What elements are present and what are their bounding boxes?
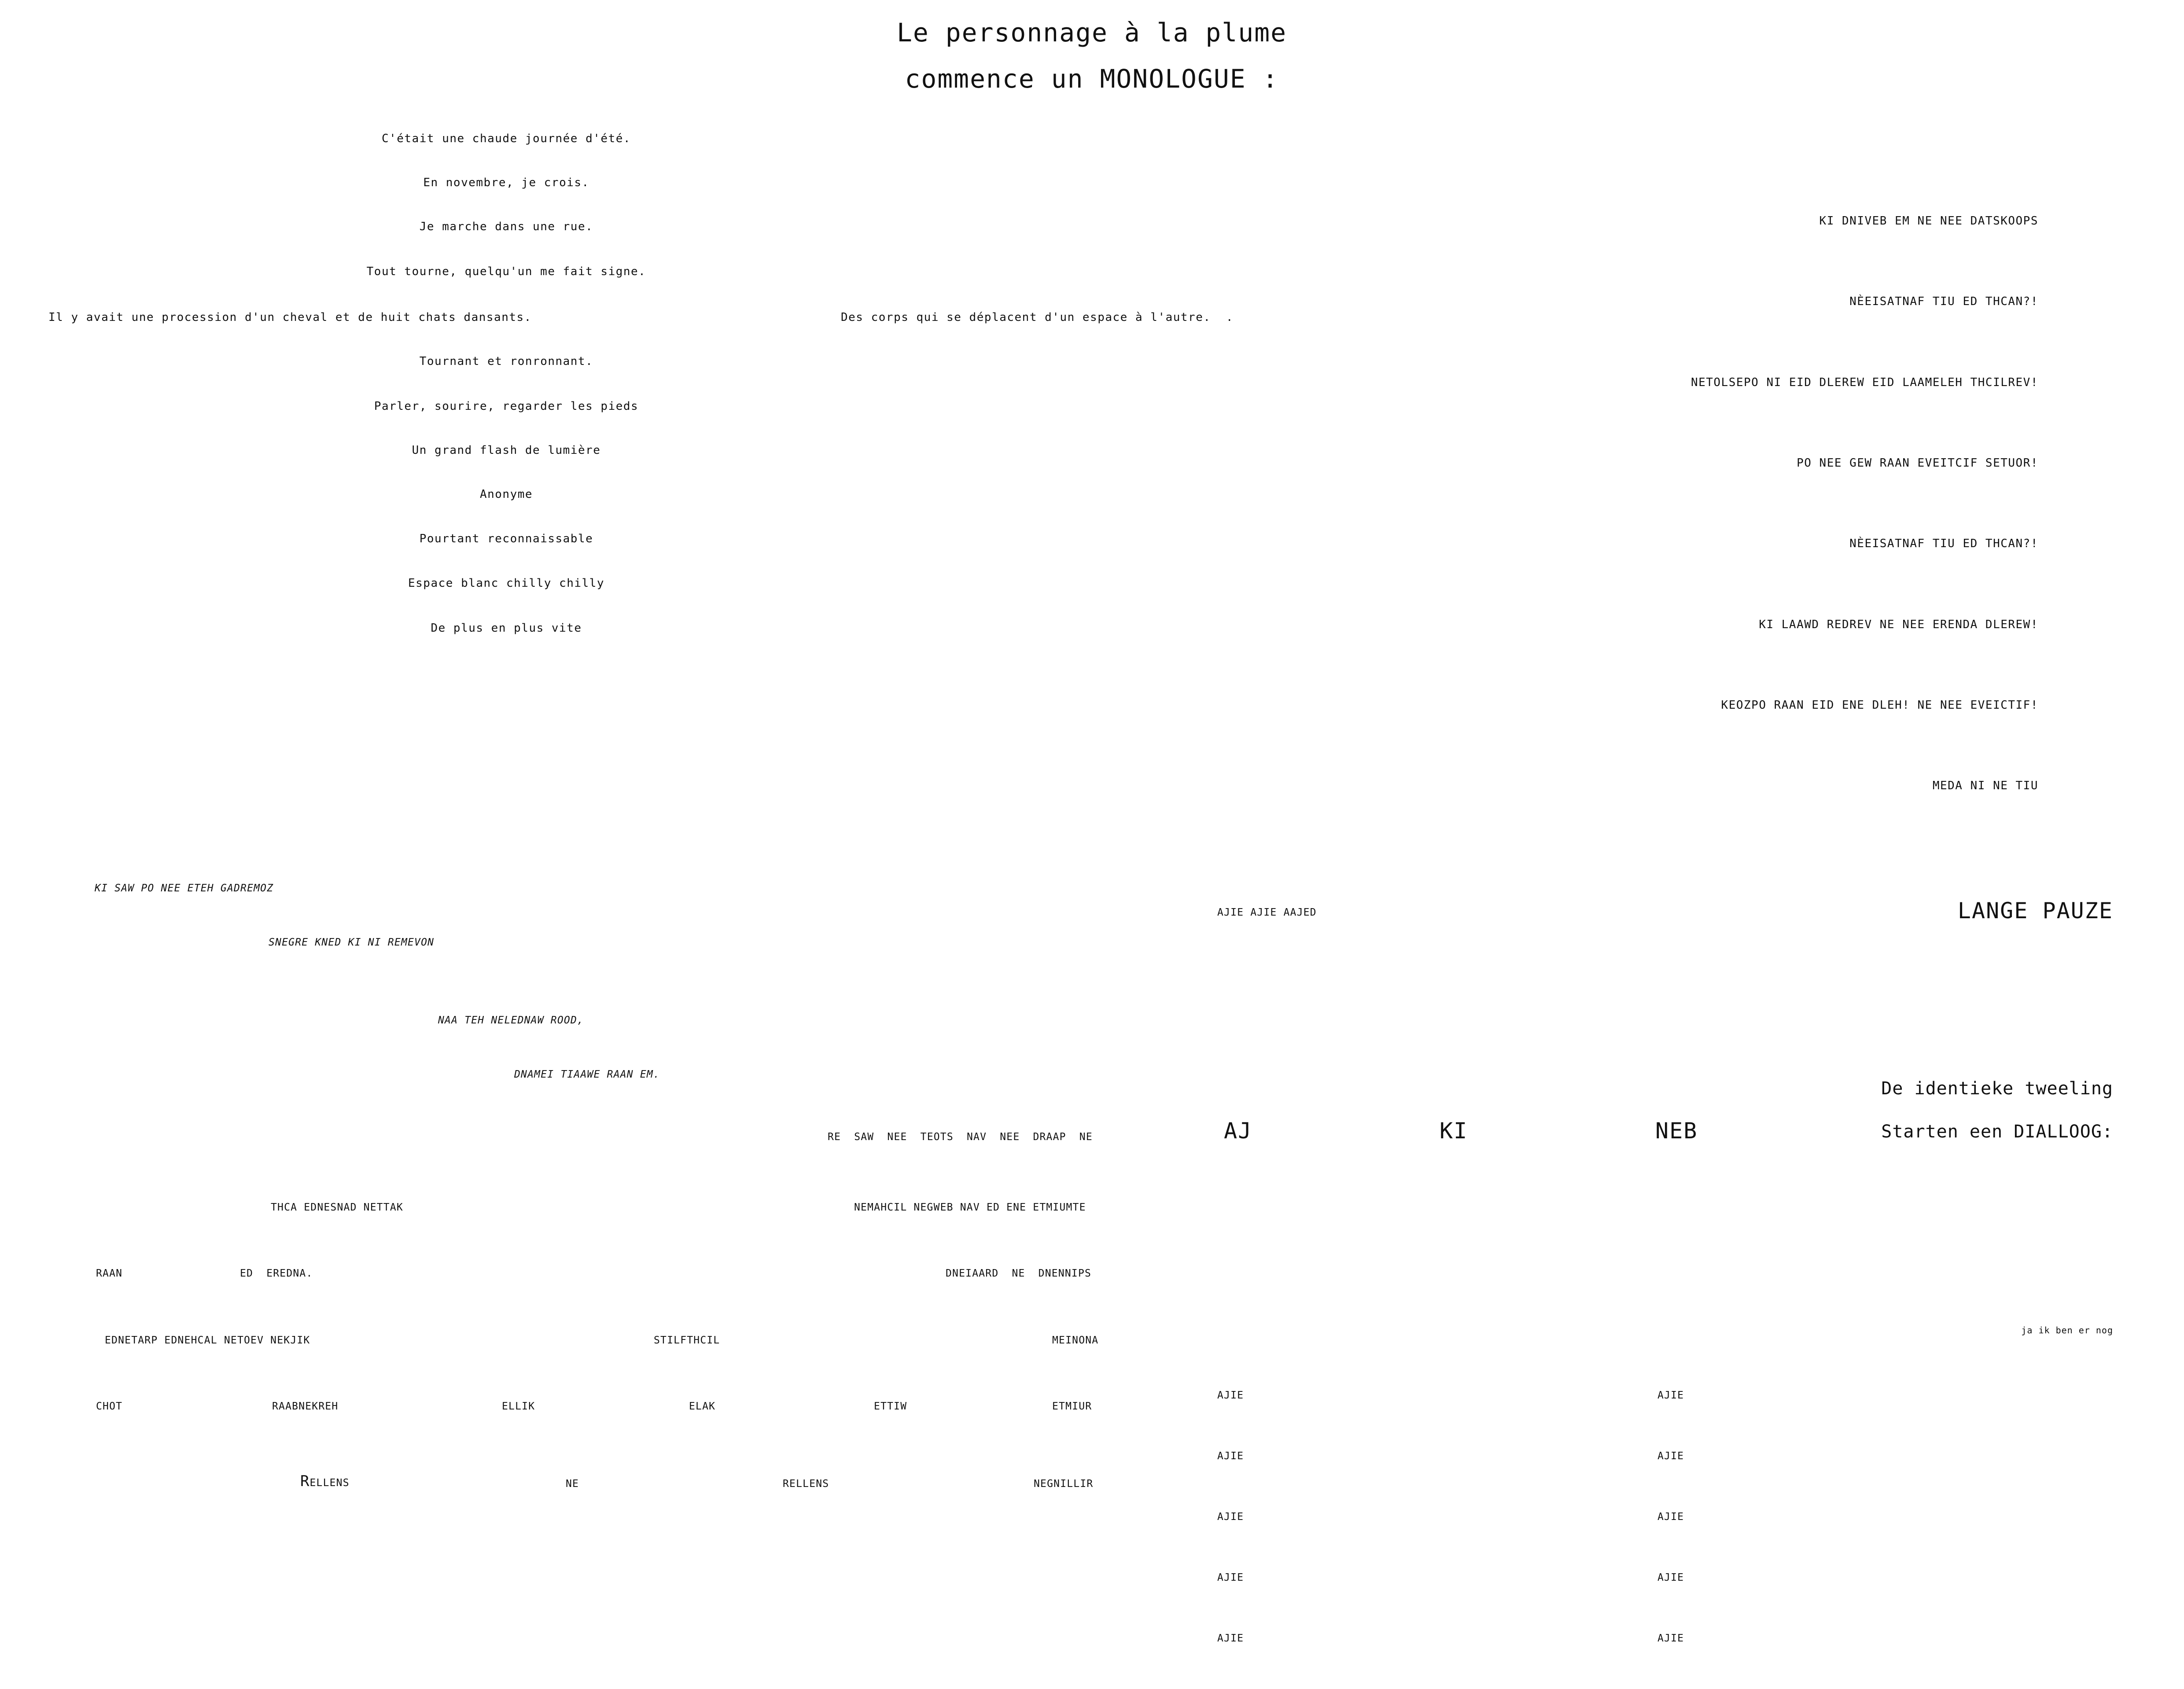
mirror-left-line-8b: RAABNEKREH bbox=[272, 1401, 339, 1412]
mirror-left-line-9b: NE bbox=[566, 1478, 579, 1490]
dialogue-b-line-3: AJIE bbox=[1657, 1511, 1684, 1523]
mirror-left-line-8e: ETTIW bbox=[874, 1401, 907, 1412]
dialogue-b-line-2: AJIE bbox=[1657, 1450, 1684, 1462]
monologue-line-9: Pourtant reconnaissable bbox=[419, 532, 593, 545]
monologue-aside-left: Il y avait une procession d'un cheval et de huit chats dansants. bbox=[48, 311, 532, 324]
mirror-right-line-5: NÈEISATNAF TIU ED THCAN?! bbox=[1849, 537, 2038, 551]
mirror-left-line-8f: ETMIUR bbox=[1052, 1401, 1092, 1412]
mirror-left-line-9c: RELLENS bbox=[783, 1478, 829, 1490]
mirror-left-line-8a: CHOT bbox=[96, 1401, 123, 1412]
monologue-line-3: Je marche dans une rue. bbox=[419, 220, 593, 233]
mirror-left-r-rest: ELLENS bbox=[309, 1477, 350, 1489]
dialogue-b-line-5: AJIE bbox=[1657, 1633, 1684, 1644]
monologue-line-6: Parler, sourire, regarder les pieds bbox=[374, 400, 639, 413]
dialogue-a-line-3: AJIE bbox=[1217, 1511, 1244, 1523]
mirror-left-line-7b: STILFTHCIL bbox=[654, 1335, 720, 1346]
mirror-left-line-6b: ED EREDNA. bbox=[240, 1268, 313, 1279]
dialogue-column-a bbox=[1217, 1345, 1244, 1689]
dialogue-intro-line1: De identieke tweeling bbox=[1881, 1078, 2113, 1099]
speaker-name-aj: AJ bbox=[1224, 1118, 1252, 1144]
dialogue-b-line-1: AJIE bbox=[1657, 1390, 1684, 1401]
mirror-right-block bbox=[1145, 154, 2038, 853]
monologue-line-1: C'était une chaude journée d'été. bbox=[381, 132, 631, 145]
dialogue-a-line-2: AJIE bbox=[1217, 1450, 1244, 1462]
mirror-left-line-8c: ELLIK bbox=[502, 1401, 535, 1412]
mirror-left-line-7a: EDNETARP EDNEHCAL NETOEV NEKJIK bbox=[105, 1335, 310, 1346]
speaker-name-neb: NEB bbox=[1655, 1118, 1698, 1144]
mirror-left-line-9d: NEGNILLIR bbox=[1034, 1478, 1094, 1490]
mirror-left-line-9a bbox=[300, 1472, 350, 1490]
monologue-line-11: De plus en plus vite bbox=[431, 622, 582, 635]
monologue-aside-center: Des corps qui se déplacent d'un espace à l'autre. . bbox=[841, 311, 1234, 324]
page-title-line2: commence un MONOLOGUE : bbox=[905, 64, 1279, 94]
mirror-left-line-4: DNAMEI TIAAWE RAAN EM. bbox=[514, 1069, 660, 1080]
aje-aje-aajed-label: AJIE AJIE AAJED bbox=[1217, 907, 1317, 918]
mirror-right-line-1: KI DNIVEB EM NE NEE DATSKOOPS bbox=[1819, 214, 2038, 228]
mirror-center-line-1: RE SAW NEE TEOTS NAV NEE DRAAP NE bbox=[828, 1131, 1093, 1143]
dialogue-a-line-4: AJIE bbox=[1217, 1572, 1244, 1583]
mirror-right-line-7: KEOZPO RAAN EID ENE DLEH! NE NEE EVEICTIF! bbox=[1721, 698, 2038, 712]
mirror-center-line-2: NEMAHCIL NEGWEB NAV ED ENE ETMIUMTE bbox=[854, 1202, 1086, 1213]
mirror-right-line-2: NÈEISATNAF TIU ED THCAN?! bbox=[1849, 295, 2038, 309]
mirror-right-line-6: KI LAAWD REDREV NE NEE ERENDA DLEREW! bbox=[1759, 618, 2038, 631]
monologue-line-2: En novembre, je crois. bbox=[423, 176, 589, 189]
mirror-left-line-5: THCA EDNESNAD NETTAK bbox=[271, 1202, 403, 1213]
mirror-center-line-3: DNEIAARD NE DNENNIPS bbox=[946, 1268, 1092, 1279]
monologue-line-4: Tout tourne, quelqu'un me fait signe. bbox=[366, 265, 646, 278]
monologue-line-7: Un grand flash de lumière bbox=[412, 444, 601, 457]
lange-pauze-label: LANGE PAUZE bbox=[1957, 898, 2113, 924]
mirror-left-line-3: NAA TEH NELEDNAW ROOD, bbox=[438, 1015, 584, 1026]
monologue-line-10: Espace blanc chilly chilly bbox=[408, 577, 604, 590]
mirror-left-line-7c: MEINONA bbox=[1052, 1335, 1099, 1346]
mirror-left-r-cap: R bbox=[300, 1472, 310, 1490]
mirror-left-line-6a: RAAN bbox=[96, 1268, 123, 1279]
tail-note: ja ik ben er nog bbox=[2021, 1325, 2113, 1336]
mirror-right-line-3: NETOLSEPO NI EID DLEREW EID LAAMELEH THCILREV! bbox=[1690, 375, 2038, 389]
speaker-name-ki: KI bbox=[1440, 1118, 1468, 1144]
dialogue-a-line-5: AJIE bbox=[1217, 1633, 1244, 1644]
mirror-left-line-8d: ELAK bbox=[689, 1401, 716, 1412]
monologue-line-8: Anonyme bbox=[479, 488, 533, 501]
monologue-line-5: Tournant et ronronnant. bbox=[419, 355, 593, 368]
mirror-left-line-2: SNEGRE KNED KI NI REMEVON bbox=[269, 937, 435, 948]
dialogue-b-line-4: AJIE bbox=[1657, 1572, 1684, 1583]
mirror-right-line-8: MEDA NI NE TIU bbox=[1932, 779, 2038, 793]
mirror-right-line-4: PO NEE GEW RAAN EVEITCIF SETUOR! bbox=[1797, 456, 2038, 470]
mirror-left-line-1: KI SAW PO NEE ETEH GADREMOZ bbox=[95, 883, 274, 894]
page-title-line1: Le personnage à la plume bbox=[896, 18, 1287, 48]
dialogue-intro-line2: Starten een DIALLOOG: bbox=[1881, 1122, 2113, 1142]
dialogue-column-b bbox=[1657, 1345, 1684, 1689]
dialogue-a-line-1: AJIE bbox=[1217, 1390, 1244, 1401]
